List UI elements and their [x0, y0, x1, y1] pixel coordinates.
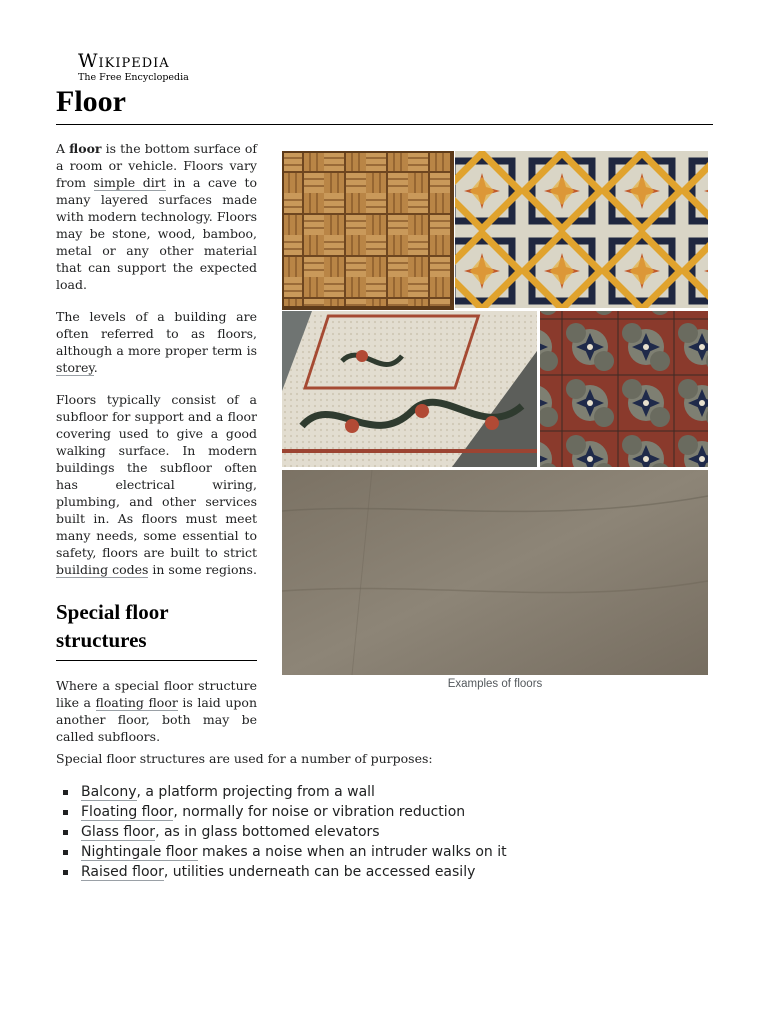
link-nightingale-floor[interactable]: Nightingale floor — [81, 844, 198, 860]
link-floating-floor-2[interactable]: Floating floor — [81, 804, 174, 820]
intro-paragraph-1 — [56, 140, 257, 293]
list-item — [56, 822, 507, 842]
bold-term-floor: floor — [69, 141, 102, 156]
floor-examples-image[interactable] — [282, 151, 708, 675]
list-item — [56, 802, 507, 822]
text-run: The levels of a building are often referred to as floors, although a more proper term is — [56, 309, 257, 358]
text-run: is laid upon another floor, both may be called subfloors. — [56, 695, 257, 744]
intro-paragraph-3 — [56, 391, 257, 578]
section-paragraph-1 — [56, 677, 257, 745]
link-glass-floor[interactable]: Glass floor — [81, 824, 156, 840]
section-divider — [56, 660, 257, 661]
text-run: Floors typically consist of a subfloor for support and a floor covering used to give a good walking surface. In modern buildings the subfloor often has electrical wiring, plumbing, and other services built in. As floors must meet many needs, some essential to safety, floors are built to strict — [56, 392, 257, 560]
link-floating-floor[interactable]: floating floor — [95, 695, 178, 710]
purpose-list — [56, 782, 507, 882]
link-balcony[interactable]: Balcony — [81, 784, 137, 800]
page-title: Floor — [56, 85, 126, 118]
logo-subtitle: The Free Encyclopedia — [78, 72, 189, 83]
link-building-codes[interactable]: building codes — [56, 562, 149, 577]
list-item — [56, 782, 507, 802]
list-item-text: , a platform projecting from a wall — [136, 784, 375, 800]
text-run: is the bottom surface of a room or vehicle. Floors vary from — [56, 141, 257, 190]
list-item-text: , utilities underneath can be accessed easily — [163, 864, 476, 880]
stone-floor — [282, 470, 708, 675]
figure-caption: Examples of floors — [447, 678, 543, 690]
mosaic-floor — [282, 311, 537, 467]
geometric-tile — [455, 151, 708, 308]
list-item — [56, 862, 507, 882]
wikipedia-logo[interactable] — [78, 50, 189, 84]
section-heading: Special floor structures — [56, 600, 169, 652]
list-item-text: , as in glass bottomed elevators — [155, 824, 380, 840]
parquet-tile — [282, 151, 452, 308]
text-run: . — [93, 360, 98, 375]
text-run: A — [56, 141, 70, 156]
list-item — [56, 842, 507, 862]
article-column — [56, 140, 257, 760]
link-raised-floor[interactable]: Raised floor — [81, 864, 164, 880]
text-run: Where a special floor structure like a — [56, 678, 257, 710]
intro-paragraph-2 — [56, 308, 257, 376]
link-storey[interactable]: storey — [56, 360, 94, 375]
title-divider — [56, 124, 713, 125]
text-run: in some regions. — [148, 562, 257, 577]
floor-collage — [282, 151, 708, 675]
list-item-text: , normally for noise or vibration reduction — [173, 804, 466, 820]
encaustic-tile — [540, 311, 708, 467]
list-item-text: makes a noise when an intruder walks on it — [197, 844, 507, 860]
section-paragraph-2: Special floor structures are used for a number of purposes: — [56, 751, 433, 766]
link-simple-dirt[interactable]: simple dirt — [93, 175, 166, 190]
text-run: in a cave to many layered surfaces made with modern technology. Floors may be stone, wood, bamboo, metal or any other material that can support the expected load. — [56, 175, 257, 292]
logo-title: Wikipedia — [78, 50, 170, 72]
